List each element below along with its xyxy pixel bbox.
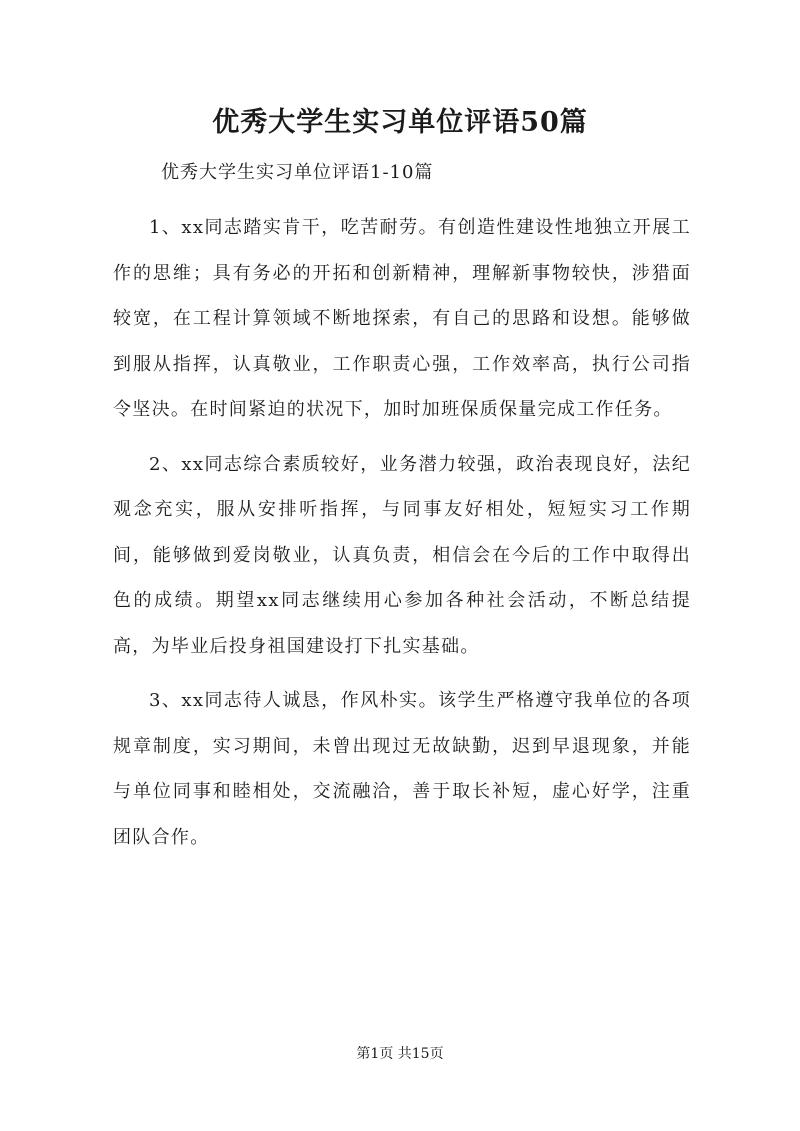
paragraph-3: 3、xx同志待人诚恳，作风朴实。该学生严格遵守我单位的各项规章制度，实习期间，未曾出现过无故缺勤，迟到早退现象，并能与单位同事和睦相处，交流融洽，善于取长补短，虚心好学，注重团队合作。	[113, 690, 691, 848]
document-title: 优秀大学生实习单位评语50篇	[212, 107, 588, 138]
paragraph-2: 2、xx同志综合素质较好，业务潜力较强，政治表现良好，法纪观念充实，服从安排听指挥，与同事友好相处，短短实习工作期间，能够做到爱岗敬业，认真负责，相信会在今后的工作中取得出色的成绩。期望xx同志继续用心参加各种社会活动，不断总结提高，为毕业后投身祖国建设打下扎实基础。	[113, 453, 691, 657]
paragraph-1: 1、xx同志踏实肯干，吃苦耐劳。有创造性建设性地独立开展工作的思维；具有务必的开拓和创新精神，理解新事物较快，涉猎面较宽，在工程计算领域不断地探索，有自己的思路和设想。能够做到服从指挥，认真敬业，工作职责心强，工作效率高，执行公司指令坚决。在时间紧迫的状况下，加时加班保质保量完成工作任务。	[113, 217, 691, 420]
document-body	[113, 205, 691, 869]
document-subtitle: 优秀大学生实习单位评语1-10篇	[161, 162, 434, 183]
page-number-footer: 第1页 共15页	[356, 1046, 444, 1062]
